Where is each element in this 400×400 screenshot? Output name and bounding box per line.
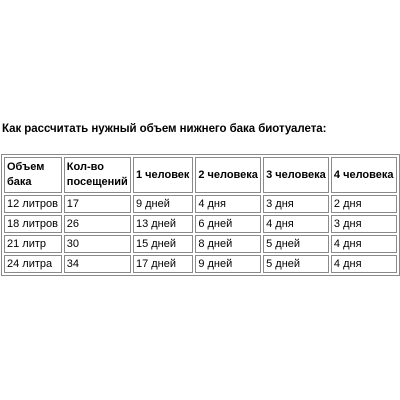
table-cell: 17 дней bbox=[133, 255, 193, 273]
table-cell: 24 литра bbox=[4, 255, 62, 273]
table-cell: 34 bbox=[64, 255, 131, 273]
table-cell: 2 дня bbox=[331, 195, 397, 213]
table-cell: 17 bbox=[64, 195, 131, 213]
table-row bbox=[4, 215, 397, 233]
table-cell: 6 дней bbox=[195, 215, 261, 233]
table-cell: 9 дней bbox=[133, 195, 193, 213]
table-cell: 9 дней bbox=[195, 255, 261, 273]
page-heading: Как рассчитать нужный объем нижнего бака биотуалета: bbox=[2, 123, 327, 135]
table-cell: 8 дней bbox=[195, 235, 261, 253]
header-4-people: 4 человека bbox=[331, 157, 397, 193]
table-cell: 3 дня bbox=[263, 195, 329, 213]
table-cell: 5 дней bbox=[263, 235, 329, 253]
table-header-row bbox=[4, 157, 397, 193]
table-cell: 15 дней bbox=[133, 235, 193, 253]
table-row bbox=[4, 235, 397, 253]
table-cell: 4 дня bbox=[195, 195, 261, 213]
table-cell: 18 литров bbox=[4, 215, 62, 233]
table-cell: 30 bbox=[64, 235, 131, 253]
tank-volume-table bbox=[1, 154, 400, 276]
header-tank-volume: Объем бака bbox=[4, 157, 62, 193]
table-cell: 3 дня bbox=[331, 215, 397, 233]
tank-volume-table-container bbox=[1, 154, 400, 276]
table-cell: 21 литр bbox=[4, 235, 62, 253]
table-row bbox=[4, 255, 397, 273]
header-1-person: 1 человек bbox=[133, 157, 193, 193]
header-visits-count: Кол-во посещений bbox=[64, 157, 131, 193]
header-3-people: 3 человека bbox=[263, 157, 329, 193]
header-2-people: 2 человека bbox=[195, 157, 261, 193]
table-cell: 12 литров bbox=[4, 195, 62, 213]
table-cell: 26 bbox=[64, 215, 131, 233]
table-row bbox=[4, 195, 397, 213]
table-cell: 4 дня bbox=[331, 235, 397, 253]
table-cell: 4 дня bbox=[331, 255, 397, 273]
table-cell: 4 дня bbox=[263, 215, 329, 233]
table-cell: 13 дней bbox=[133, 215, 193, 233]
table-cell: 5 дней bbox=[263, 255, 329, 273]
